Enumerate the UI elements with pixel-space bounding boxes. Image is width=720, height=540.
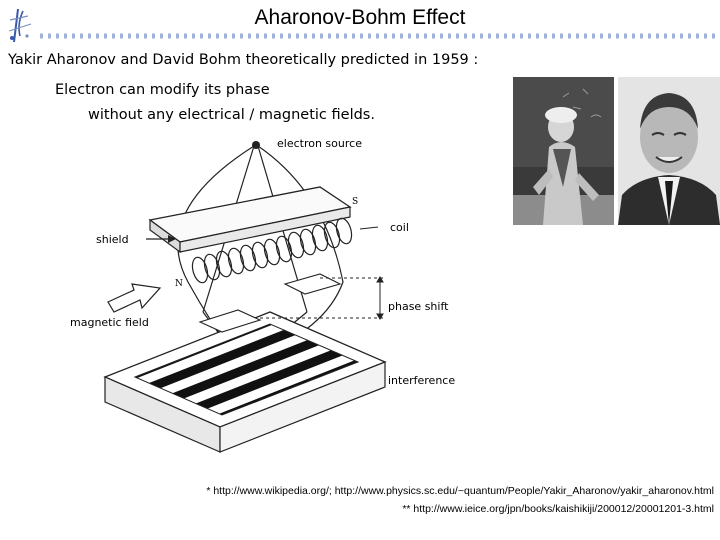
pole-label-south: S (352, 197, 359, 207)
slide-title: Aharonov-Bohm Effect (254, 6, 466, 29)
label-magnetic-field: magnetic field (70, 316, 149, 329)
interference-screen (105, 310, 393, 452)
label-electron-source: electron source (277, 137, 362, 150)
reference-line-2: ** http://www.ieice.org/jpn/books/kaishikiji/200012/20001201-3.html (402, 503, 714, 515)
statement-line-2: without any electrical / magnetic fields. (88, 107, 375, 123)
label-shield: shield (96, 233, 129, 246)
references (206, 482, 714, 518)
shield-block (150, 187, 350, 252)
magnetic-field-arrow (108, 284, 160, 312)
aharonov-photo (513, 77, 614, 225)
label-coil: coil (390, 221, 409, 234)
pole-label-north: N (175, 279, 183, 289)
coil-leader (360, 227, 378, 229)
aharonov-bohm-diagram (60, 132, 500, 462)
label-phase-shift: phase shift (388, 300, 449, 313)
reference-line-1: * http://www.wikipedia.org/; http://www.physics.sc.edu/~quantum/People/Yakir_Aharonov/yakir_aharonov.html (206, 485, 714, 497)
bohm-photo (618, 77, 720, 225)
intro-text: Yakir Aharonov and David Bohm theoretically predicted in 1959 : (8, 52, 479, 68)
statement-line-1: Electron can modify its phase (55, 82, 270, 98)
title-divider (40, 30, 720, 42)
label-interference: interference (388, 374, 456, 387)
phase-shift-plate (285, 274, 340, 294)
